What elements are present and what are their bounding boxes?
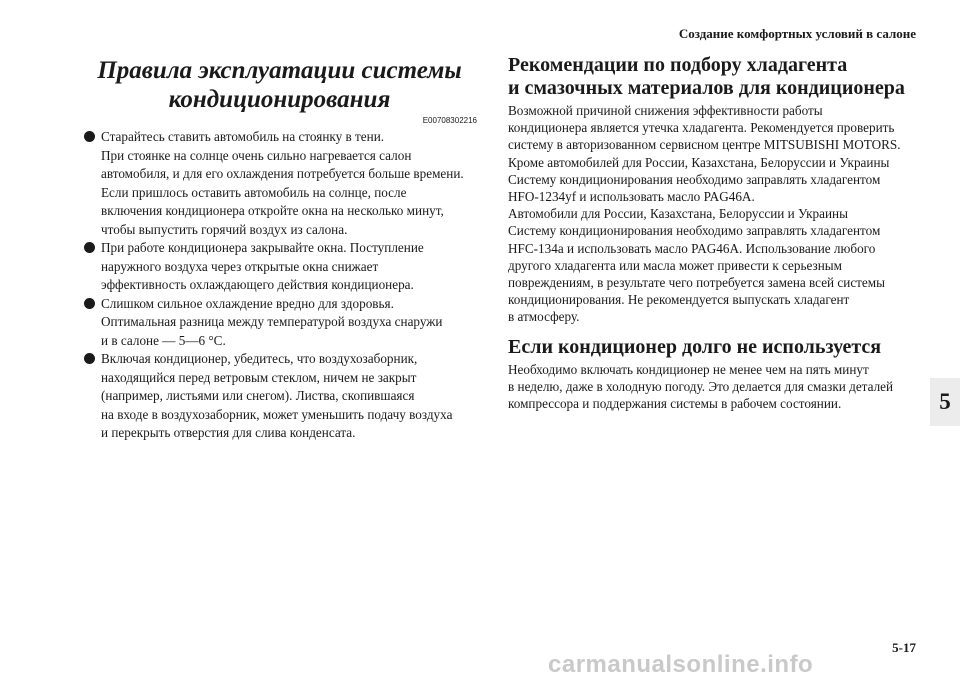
- bullet-line: находящийся перед ветровым стеклом, ничем не закрыт: [101, 369, 417, 385]
- section-title: [82, 56, 477, 114]
- bullet-line: наружного воздуха через открытые окна снижает: [101, 258, 379, 274]
- heading-refrigerant-line-1: Рекомендации по подбору хладагента: [508, 54, 848, 76]
- bullet-item: [82, 295, 477, 351]
- paragraph-line: компрессора и поддержания системы в рабочем состоянии.: [508, 396, 842, 412]
- bullet-line: и перекрыть отверстия для слива конденсата.: [101, 425, 356, 440]
- watermark: carmanualsonline.info: [548, 651, 814, 678]
- bullet-item: [82, 350, 477, 443]
- page-number: 5-17: [892, 640, 916, 655]
- heading-refrigerant: [508, 54, 928, 100]
- bullet-line: автомобиля, и для его охлаждения потребуется больше времени.: [101, 166, 464, 181]
- paragraph-line: Кроме автомобилей для России, Казахстана, Белоруссии и Украины: [508, 154, 890, 170]
- paragraph-line: повреждениям, в результате чего потребуется замена всей системы: [508, 275, 885, 291]
- paragraph-line: кондиционирования. Не рекомендуется выпускать хладагент: [508, 292, 850, 308]
- bullet-line: чтобы выпустить горячий воздух из салона.: [101, 221, 348, 237]
- bullet-item: [82, 239, 477, 295]
- right-column: [508, 50, 928, 412]
- paragraph-line: Возможной причиной снижения эффективности работы: [508, 103, 823, 118]
- paragraph-line: Систему кондиционирования необходимо заправлять хладагентом: [508, 171, 881, 187]
- heading-long-unused: Если кондиционер долго не используется: [508, 335, 882, 358]
- left-column: [82, 50, 477, 443]
- bullet-line: Включая кондиционер, убедитесь, что воздухозаборник,: [101, 351, 418, 366]
- running-header: Создание комфортных условий в салоне: [678, 26, 916, 41]
- paragraph-line: другого хладагента или масла может привести к серьезным: [508, 257, 843, 273]
- bullet-line: на входе в воздухозаборник, может уменьшить подачу воздуха: [101, 406, 453, 422]
- paragraph-line: кондиционера является утечка хладагента. Рекомендуется проверить: [508, 120, 895, 136]
- section-title-line-2: кондиционирования: [168, 86, 391, 113]
- bullet-line: Если пришлось оставить автомобиль на солнце, после: [101, 184, 407, 200]
- paragraph-line: Необходимо включать кондиционер не менее чем на пять минут: [508, 361, 869, 377]
- bullet-line: и в салоне — 5—6 °C.: [101, 332, 226, 348]
- paragraph-line: Автомобили для России, Казахстана, Белоруссии и Украины: [508, 206, 848, 222]
- bullet-dot-icon: [84, 353, 95, 364]
- bullet-list: [82, 128, 477, 443]
- paragraph-line: в атмосферу.: [508, 309, 580, 325]
- paragraph-line: HFO-1234yf и использовать масло PAG46A.: [508, 189, 755, 205]
- heading-refrigerant-line-2: и смазочных материалов для кондиционера: [508, 77, 905, 99]
- bullet-line: эффективность охлаждающего действия кондиционера.: [101, 277, 414, 292]
- bullet-line: При стоянке на солнце очень сильно нагревается салон: [101, 147, 412, 163]
- bullet-dot-icon: [84, 242, 95, 253]
- bullet-line: Оптимальная разница между температурой воздуха снаружи: [101, 314, 443, 329]
- bullet-dot-icon: [84, 298, 95, 309]
- bullet-line: (например, листьями или снегом). Листва, скопившаяся: [101, 388, 415, 403]
- bullet-dot-icon: [84, 131, 95, 142]
- paragraph-line: систему в авторизованном сервисном центре MITSUBISHI MOTORS.: [508, 137, 901, 153]
- section-title-line-1: Правила эксплуатации системы: [97, 57, 462, 84]
- bullet-item: [82, 128, 477, 239]
- paragraph-refrigerant: [508, 102, 928, 326]
- paragraph-line: Систему кондиционирования необходимо заправлять хладагентом: [508, 223, 881, 239]
- bullet-line: Старайтесь ставить автомобиль на стоянку в тени.: [101, 129, 385, 144]
- paragraph-long-unused: [508, 361, 928, 413]
- paragraph-line: в неделю, даже в холодную погоду. Это делается для смазки деталей: [508, 378, 894, 394]
- document-code: E00708302216: [422, 116, 477, 125]
- paragraph-line: HFC-134a и использовать масло PAG46A. Использование любого: [508, 240, 876, 256]
- bullet-line: включения кондиционера откройте окна на несколько минут,: [101, 203, 444, 218]
- bullet-line: Слишком сильное охлаждение вредно для здоровья.: [101, 295, 394, 311]
- bullet-line: При работе кондиционера закрывайте окна. Поступление: [101, 240, 424, 255]
- section-tab: 5: [930, 378, 960, 426]
